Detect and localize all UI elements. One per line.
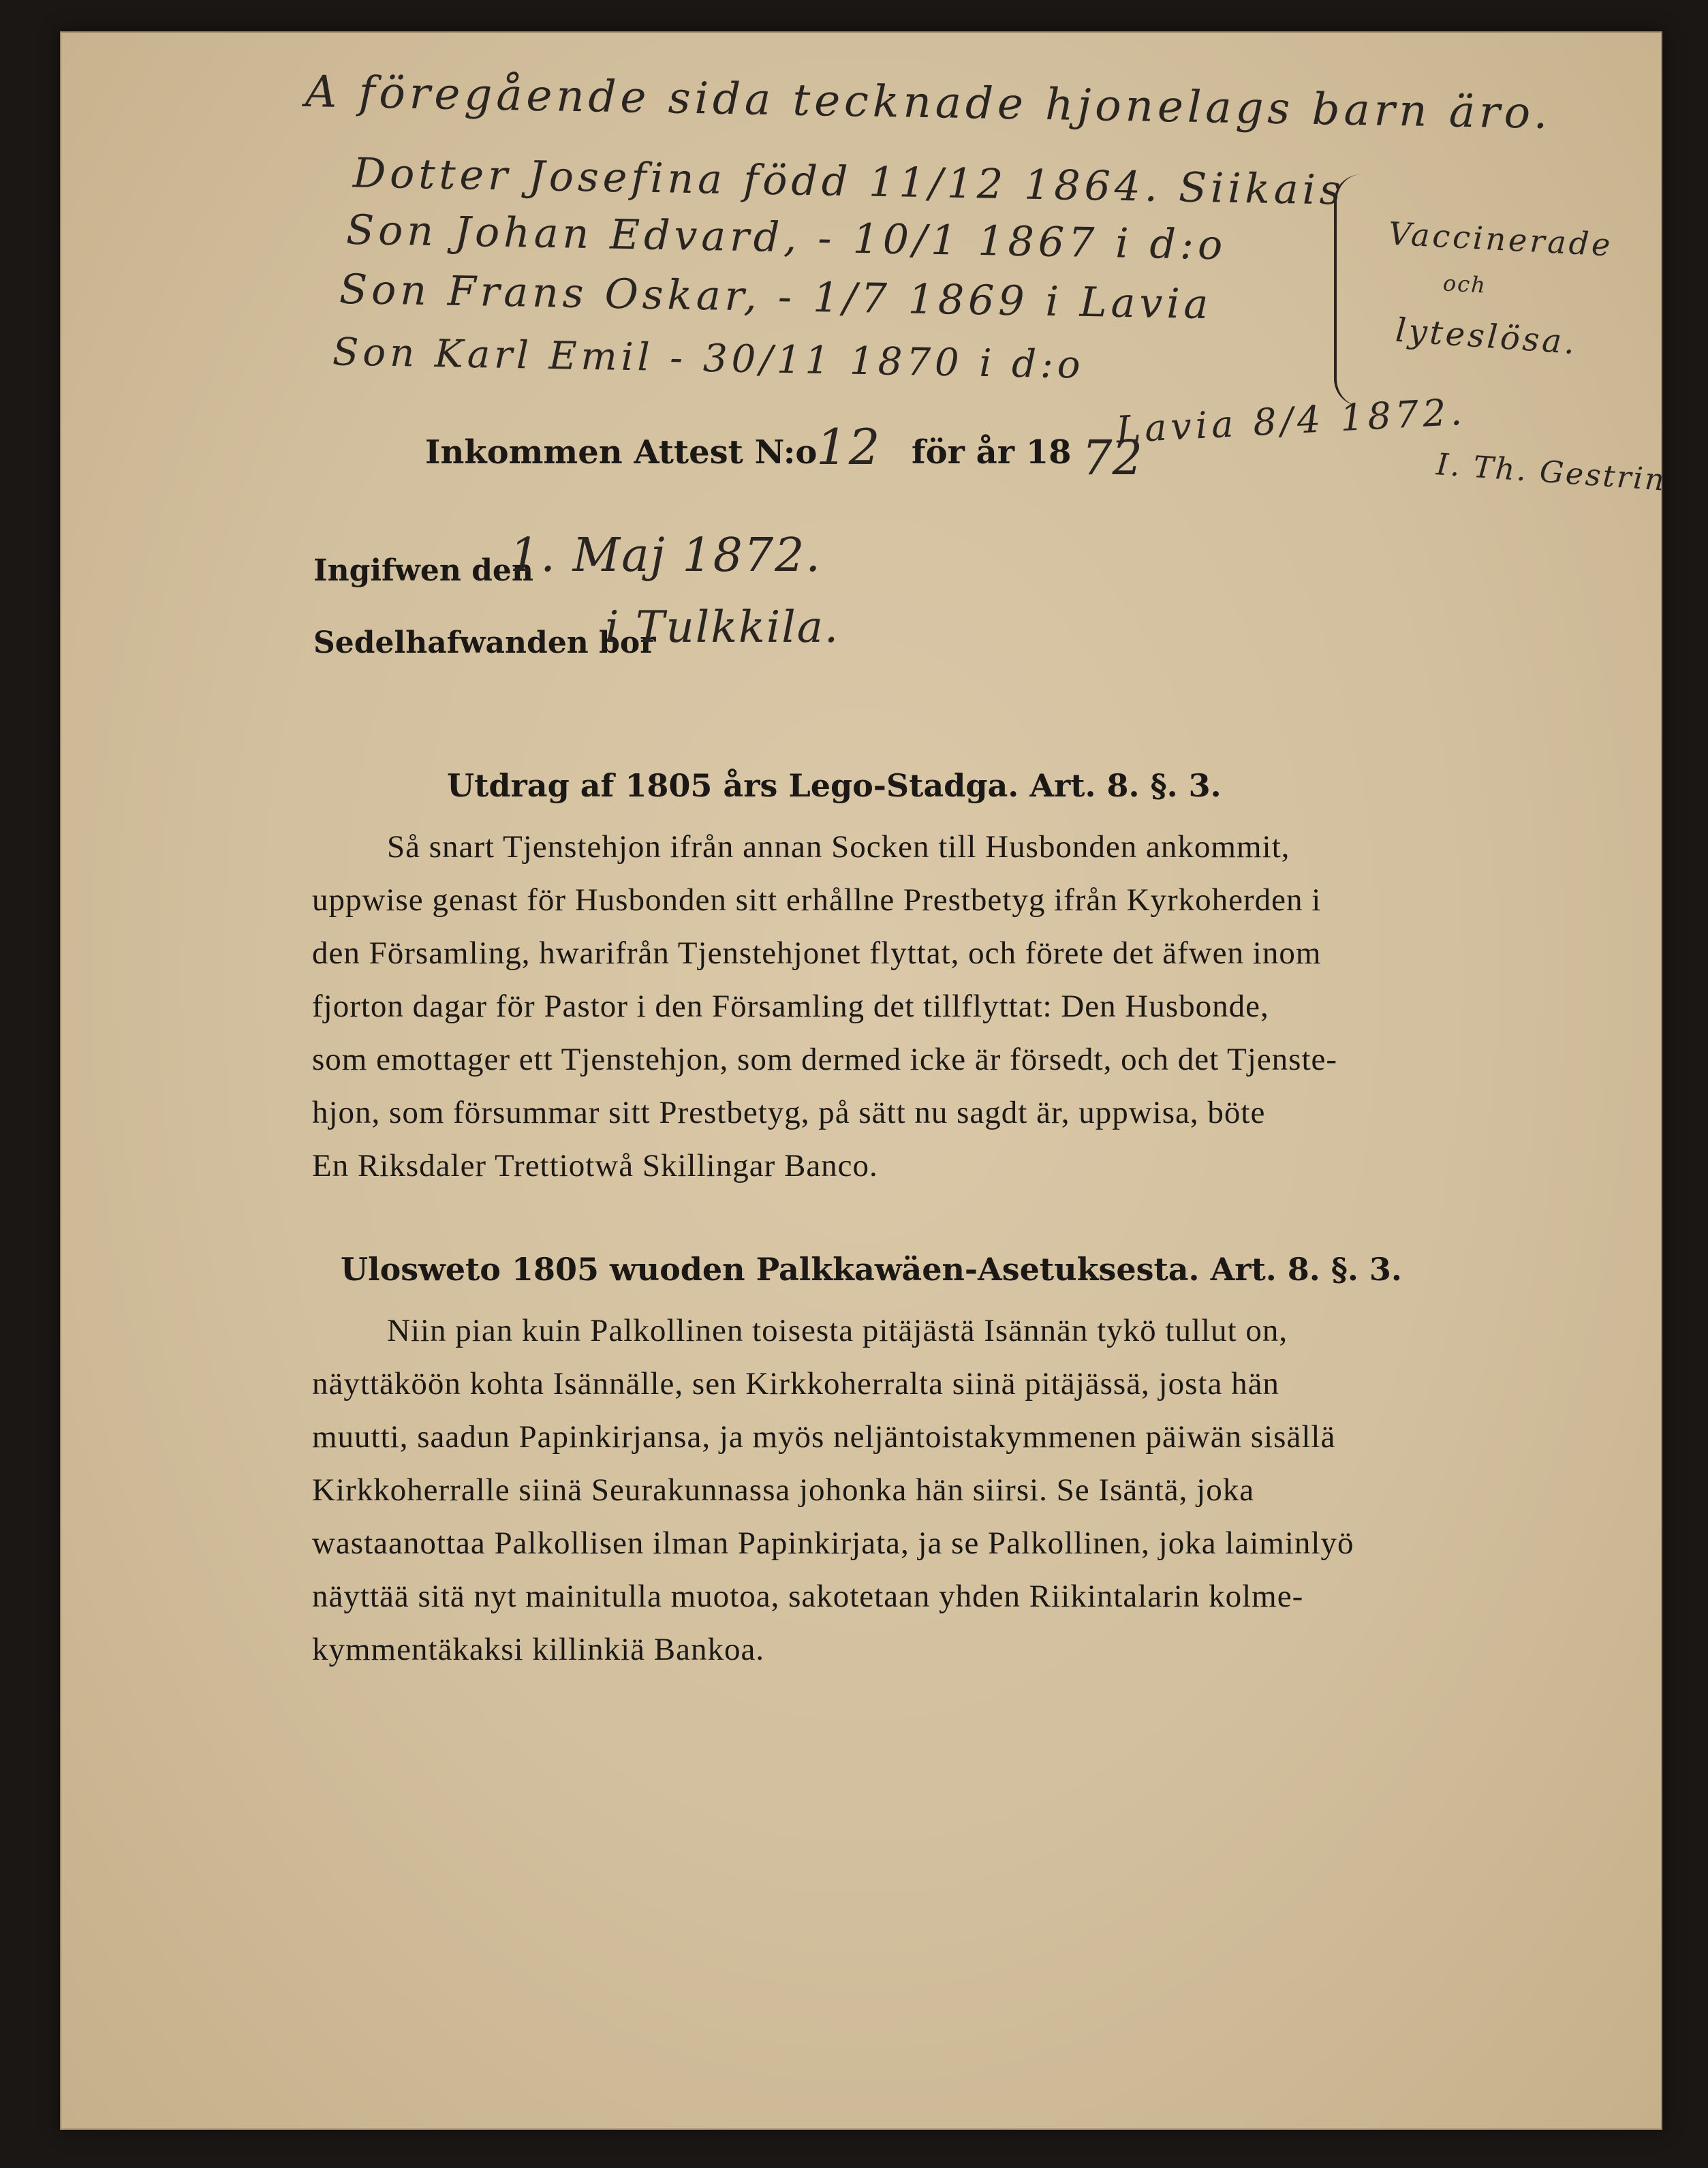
finnish-line: muutti, saadun Papinkirjansa, ja myös neljäntoistakymmenen päiwän sisällä — [312, 1419, 1336, 1455]
swedish-line: den Församling, hwarifrån Tjenstehjonet flyttat, och förete det äfwen inom — [312, 935, 1322, 971]
swedish-line: hjon, som försummar sitt Prestbetyg, på sätt nu sagdt är, uppwisa, böte — [312, 1095, 1266, 1130]
finnish-line: kymmentäkaksi killinkiä Bankoa. — [312, 1632, 765, 1667]
handwritten-side-1: Vaccinerade — [1387, 215, 1614, 264]
year-label: för år 18 — [912, 433, 1072, 471]
inkommen-number: 12 — [816, 418, 882, 476]
sedel-label: Sedelhafwanden bor — [313, 625, 656, 660]
finnish-line: näyttää sitä nyt mainitulla muotoa, sakotetaan yhden Riikintalarin kolme- — [312, 1579, 1304, 1614]
handwritten-line-1: A föregående sida tecknade hjonelags barn äro. — [305, 67, 1552, 139]
ingifwen-value: 1. Maj 1872. — [510, 529, 822, 583]
bracket-mark — [1334, 174, 1364, 406]
sedel-value: i Tulkkila. — [605, 602, 840, 653]
handwritten-side-2: och — [1442, 270, 1487, 298]
ingifwen-label: Ingifwen den — [313, 553, 533, 588]
handwritten-line-2: Dotter Josefina född 11/12 1864. Siikais — [352, 149, 1346, 215]
signature-place-date: Lavia 8/4 1872. — [1115, 390, 1468, 452]
handwritten-side-3: lyteslösa. — [1394, 311, 1579, 362]
signature-name: I. Th. Gestrin — [1435, 447, 1668, 498]
finnish-line: Kirkkoherralle siinä Seurakunnassa johonka hän siirsi. Se Isäntä, joka — [312, 1472, 1255, 1508]
inkommen-label: Inkommen Attest N:o — [425, 433, 818, 471]
finnish-heading: Ulosweto 1805 wuoden Palkkawäen-Asetuksesta. Art. 8. §. 3. — [341, 1251, 1402, 1288]
year-value: 72 — [1082, 430, 1143, 486]
swedish-line: som emottager ett Tjenstehjon, som dermed icke är försedt, och det Tjenste- — [312, 1042, 1338, 1077]
finnish-line: näyttäköön kohta Isännälle, sen Kirkkoherralta siinä pitäjässä, josta hän — [312, 1366, 1279, 1402]
finnish-line: wastaanottaa Palkollisen ilman Papinkirjata, ja se Palkollinen, joka laiminlyö — [312, 1526, 1354, 1561]
finnish-line: Niin pian kuin Palkollinen toisesta pitäjästä Isännän tykö tullut on, — [387, 1313, 1288, 1348]
swedish-line: uppwise genast för Husbonden sitt erhållne Prestbetyg ifrån Kyrkoherden i — [312, 882, 1322, 918]
handwritten-line-4: Son Frans Oskar, - 1/7 1869 i Lavia — [339, 265, 1213, 329]
swedish-heading: Utdrag af 1805 års Lego-Stadga. Art. 8. §. 3. — [447, 767, 1222, 804]
swedish-line: En Riksdaler Trettiotwå Skillingar Banco. — [312, 1148, 878, 1183]
swedish-line: fjorton dagar för Pastor i den Församling det tillflyttat: Den Husbonde, — [312, 989, 1269, 1024]
handwritten-line-3: Son Johan Edvard, - 10/1 1867 i d:o — [345, 206, 1227, 270]
swedish-line: Så snart Tjenstehjon ifrån annan Socken till Husbonden ankommit, — [387, 829, 1290, 865]
document-page — [60, 31, 1668, 2130]
handwritten-line-5: Son Karl Emil - 30/11 1870 i d:o — [332, 330, 1085, 388]
